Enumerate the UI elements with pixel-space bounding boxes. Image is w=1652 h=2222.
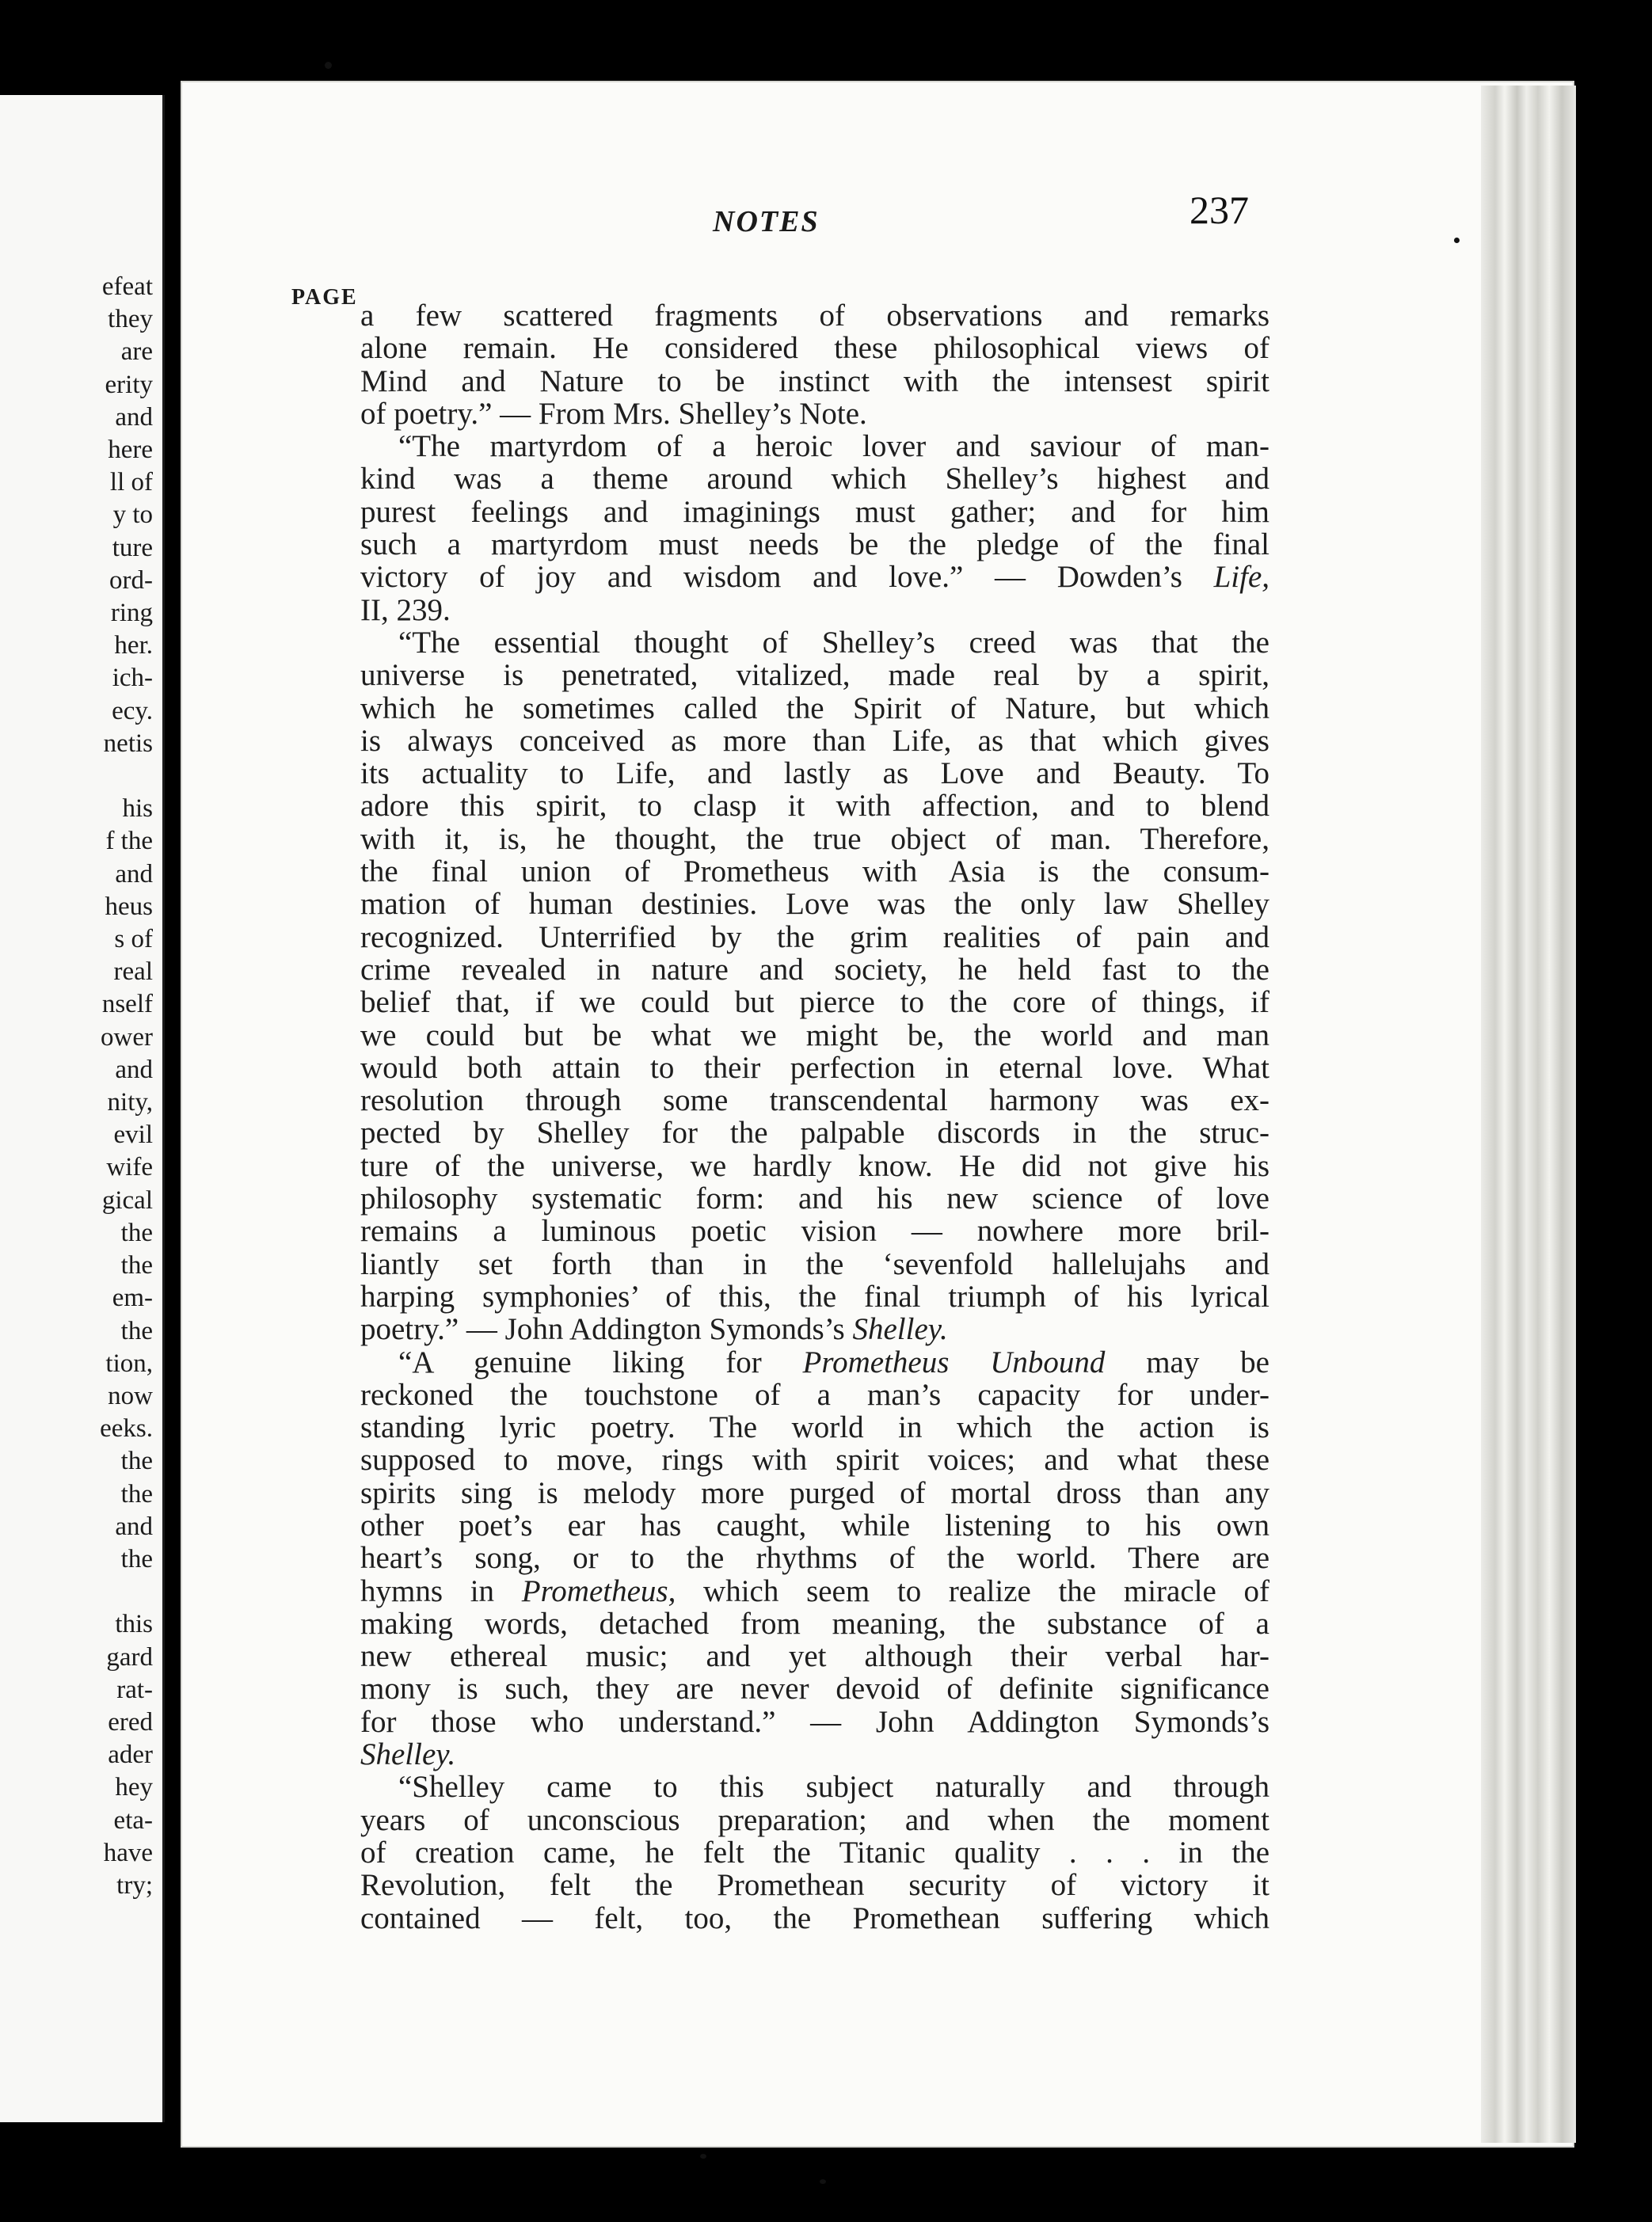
text-line: “The martyrdom of a heroic lover and saviour of man-	[398, 429, 1269, 464]
left-page-line: evil	[113, 1121, 153, 1150]
left-page-line: ader	[108, 1741, 153, 1770]
left-page-line: real	[113, 957, 153, 987]
text-line: standing lyric poetry. The world in which the action is	[360, 1410, 1269, 1445]
left-page-line: tion,	[105, 1349, 153, 1378]
left-page-line: f the	[105, 827, 153, 856]
left-page-line: eta-	[113, 1805, 153, 1835]
margin-label: PAGE	[291, 285, 358, 310]
text-line: recognized. Unterrified by the grim realities of pain and	[360, 919, 1269, 954]
text-line: ture of the universe, we hardly know. He did not give his	[360, 1148, 1269, 1183]
text-line: supposed to move, rings with spirit voices; and what these	[360, 1443, 1269, 1478]
text-line: “The essential thought of Shelley’s creed was that the	[398, 625, 1269, 660]
text-line: “Shelley came to this subject naturally and through	[398, 1770, 1269, 1805]
text-line: of creation came, he felt the Titanic quality . . . in the	[360, 1835, 1269, 1870]
left-page-line: ring	[110, 599, 153, 628]
left-page-line	[100, 1576, 153, 1608]
text-line: mation of human destinies. Love was the only law Shelley	[360, 887, 1269, 922]
text-line: resolution through some transcendental harmony was ex-	[360, 1083, 1269, 1118]
left-page-line: gical	[101, 1185, 153, 1215]
left-facing-page	[0, 95, 165, 2122]
left-page-line: s of	[114, 925, 153, 954]
left-page-line: ecy.	[112, 696, 153, 725]
left-page-line: y to	[112, 500, 153, 530]
text-line: the final union of Prometheus with Asia is the consum-	[360, 854, 1269, 889]
left-page-line: nity,	[107, 1088, 153, 1117]
text-line: heart’s song, or to the rhythms of the world. There are	[360, 1541, 1269, 1576]
left-page-line: try;	[116, 1870, 153, 1900]
text-line: which he sometimes called the Spirit of Nature, but which	[360, 691, 1269, 725]
left-page-line: em-	[112, 1284, 153, 1313]
left-page-line: the	[120, 1251, 153, 1280]
text-line: reckoned the touchstone of a man’s capacity for under-	[360, 1377, 1269, 1412]
page-edges	[1481, 86, 1576, 2143]
left-page-line: gard	[106, 1642, 153, 1672]
scan-speck	[700, 2154, 706, 2159]
text-line: purest feelings and imaginings must gather; and for him	[360, 494, 1269, 529]
left-page-line: this	[115, 1610, 153, 1639]
left-page-text	[100, 271, 153, 1902]
left-page-line: and	[115, 859, 153, 888]
text-line: victory of joy and wisdom and love.” — Dowden’s Life,	[360, 560, 1269, 595]
text-line: philosophy systematic form: and his new science of love	[360, 1181, 1269, 1216]
text-line: Shelley.	[360, 1737, 456, 1772]
text-line: remains a luminous poetic vision — nowhere more bril-	[360, 1214, 1269, 1249]
left-page-line: now	[108, 1381, 153, 1410]
left-page-line: the	[120, 1447, 153, 1476]
text-line: poetry.” — John Addington Symonds’s Shelley.	[360, 1312, 948, 1347]
text-line: Revolution, felt the Promethean security of victory it	[360, 1868, 1269, 1903]
text-line: for those who understand.” — John Addington Symonds’s	[360, 1704, 1269, 1739]
text-line: crime revealed in nature and society, he held fast to the	[360, 952, 1269, 987]
text-line: alone remain. He considered these philosophical views of	[360, 331, 1269, 366]
left-page-line: hey	[115, 1773, 153, 1802]
left-page-line: and	[115, 1512, 153, 1541]
text-line: spirits sing is melody more purged of mortal dross than any	[360, 1475, 1269, 1510]
left-page-line: erity	[105, 370, 153, 399]
left-page-line: and	[115, 402, 153, 432]
text-line: such a martyrdom must needs be the pledge of the final	[360, 527, 1269, 562]
left-page-line: ll of	[109, 468, 153, 497]
text-line: mony is such, they are never devoid of definite significance	[360, 1672, 1269, 1706]
text-line: “A genuine liking for Prometheus Unbound may be	[398, 1345, 1269, 1379]
left-page-line: rat-	[116, 1675, 153, 1704]
left-page-line: his	[122, 794, 153, 824]
notes-body	[360, 299, 1269, 1935]
text-line: of poetry.” — From Mrs. Shelley’s Note.	[360, 396, 867, 431]
text-line: Mind and Nature to be instinct with the intensest spirit	[360, 363, 1269, 398]
text-line: making words, detached from meaning, the substance of a	[360, 1606, 1269, 1641]
text-line: a few scattered fragments of observations and remarks	[360, 299, 1269, 333]
text-line: belief that, if we could but pierce to the core of things, if	[360, 985, 1269, 1020]
left-page-line: efeat	[101, 272, 153, 301]
left-page-line: heus	[105, 892, 153, 921]
text-line: liantly set forth than in the ‘sevenfold hallelujahs and	[360, 1246, 1269, 1281]
text-line: adore this spirit, to clasp it with affection, and to blend	[360, 789, 1269, 824]
left-page-line: the	[120, 1479, 153, 1509]
left-page-line: are	[120, 337, 153, 367]
text-line: II, 239.	[360, 592, 451, 627]
left-page-line: ture	[112, 533, 153, 562]
left-page-line: the	[120, 1218, 153, 1247]
left-page-line: her.	[114, 631, 153, 660]
left-page-line: ered	[108, 1707, 153, 1737]
left-page-line: ord-	[109, 565, 153, 595]
text-line: other poet’s ear has caught, while listening to his own	[360, 1508, 1269, 1543]
left-page-line	[100, 760, 153, 793]
left-page-line: netis	[103, 729, 153, 758]
left-page-line: nself	[101, 990, 153, 1019]
left-page-line: here	[108, 436, 153, 465]
left-page-line: ower	[101, 1022, 153, 1052]
running-head: NOTES	[713, 205, 820, 238]
text-line: is always conceived as more than Life, as that which gives	[360, 723, 1269, 758]
text-line: new ethereal music; and yet although their verbal har-	[360, 1639, 1269, 1674]
left-page-line: the	[120, 1316, 153, 1345]
left-page-line: wife	[106, 1153, 153, 1182]
text-line: universe is penetrated, vitalized, made real by a spirit,	[360, 658, 1269, 693]
text-line: kind was a theme around which Shelley’s highest and	[360, 462, 1269, 497]
text-line: years of unconscious preparation; and when the moment	[360, 1802, 1269, 1837]
text-line: would both attain to their perfection in eternal love. What	[360, 1050, 1269, 1085]
left-page-line: the	[120, 1544, 153, 1573]
left-page-line: have	[103, 1838, 153, 1867]
scan-speck	[325, 62, 332, 69]
left-page-line: and	[115, 1055, 153, 1084]
scan-speck	[1454, 238, 1460, 243]
text-line: contained — felt, too, the Promethean suffering which	[360, 1900, 1269, 1935]
text-line: we could but be what we might be, the world and man	[360, 1018, 1269, 1052]
left-page-line: ich-	[112, 664, 153, 693]
page-number: 237	[1190, 188, 1249, 232]
text-line: hymns in Prometheus, which seem to realize the miracle of	[360, 1573, 1269, 1608]
text-line: harping symphonies’ of this, the final triumph of his lyrical	[360, 1279, 1269, 1314]
text-line: with it, is, he thought, the true object of man. Therefore,	[360, 821, 1269, 856]
left-page-line: they	[108, 305, 153, 334]
text-line: its actuality to Life, and lastly as Love and Beauty. To	[360, 756, 1269, 791]
text-line: pected by Shelley for the palpable discords in the struc-	[360, 1116, 1269, 1151]
left-page-line: eeks.	[100, 1414, 153, 1444]
scan-speck	[820, 2179, 826, 2184]
